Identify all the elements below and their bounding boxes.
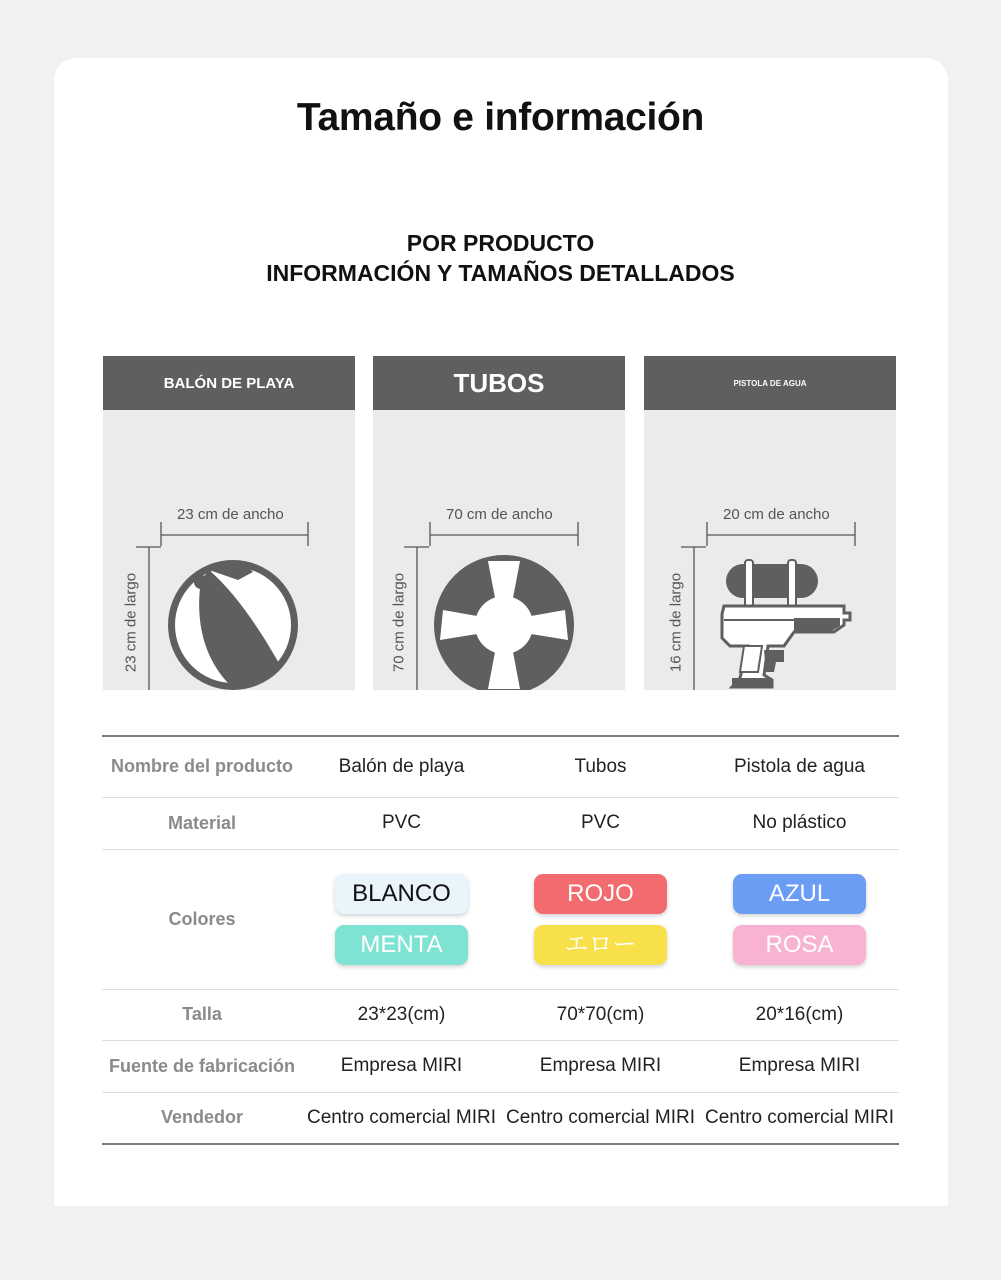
- panel-header: PISTOLA DE AGUA: [644, 356, 896, 410]
- table-cell: Pistola de agua: [700, 736, 899, 797]
- row-label: Nombre del producto: [102, 736, 302, 797]
- table-cell: Empresa MIRI: [700, 1040, 899, 1092]
- table-cell-colors: [302, 849, 501, 989]
- table-cell: Centro comercial MIRI: [302, 1092, 501, 1144]
- beach-ball-icon: [168, 560, 298, 690]
- table-cell: Empresa MIRI: [501, 1040, 700, 1092]
- table-cell: 70*70(cm): [501, 989, 700, 1040]
- table-row-size: [102, 989, 899, 1040]
- color-chip-amarillo: エロー: [534, 925, 667, 965]
- width-label: 20 cm de ancho: [723, 506, 830, 523]
- table-cell: Balón de playa: [302, 736, 501, 797]
- table-cell: No plástico: [700, 797, 899, 849]
- table-cell-colors: [501, 849, 700, 989]
- product-panel-swim-ring: [373, 356, 625, 690]
- table-row-material: [102, 797, 899, 849]
- row-label: Material: [102, 797, 302, 849]
- table-row-manufacturer: [102, 1040, 899, 1092]
- table-cell: PVC: [302, 797, 501, 849]
- width-label: 70 cm de ancho: [446, 506, 553, 523]
- table-row-colors: [102, 849, 899, 989]
- page-title: Tamaño e información: [296, 96, 705, 139]
- panel-header: TUBOS: [373, 356, 625, 410]
- panel-header: BALÓN DE PLAYA: [103, 356, 355, 410]
- subtitle-line-2: INFORMACIÓN Y TAMAÑOS DETALLADOS: [266, 260, 735, 286]
- row-label: Colores: [102, 849, 302, 989]
- product-panel-beach-ball: [103, 356, 355, 690]
- spec-table: [102, 735, 899, 1145]
- panel-body: [373, 410, 625, 690]
- panel-body: [103, 410, 355, 690]
- page-subtitle: [0, 228, 1001, 288]
- height-label: 23 cm de largo: [122, 572, 140, 673]
- swim-ring-icon: [436, 557, 572, 690]
- color-chip-rojo: ROJO: [534, 874, 667, 914]
- table-cell-colors: [700, 849, 899, 989]
- row-label: Vendedor: [102, 1092, 302, 1144]
- table-cell: Tubos: [501, 736, 700, 797]
- water-gun-icon: [722, 560, 850, 687]
- table-row-product-name: [102, 736, 899, 797]
- height-label: 70 cm de largo: [390, 572, 408, 673]
- product-panel-water-gun: [644, 356, 896, 690]
- subtitle-line-1: POR PRODUCTO: [406, 230, 595, 256]
- table-cell: PVC: [501, 797, 700, 849]
- row-label: Talla: [102, 989, 302, 1040]
- color-chip-azul: AZUL: [733, 874, 866, 914]
- table-row-seller: [102, 1092, 899, 1144]
- color-chip-menta: MENTA: [335, 925, 468, 965]
- table-cell: Centro comercial MIRI: [501, 1092, 700, 1144]
- panel-body: [644, 410, 896, 690]
- table-cell: 20*16(cm): [700, 989, 899, 1040]
- height-label: 16 cm de largo: [667, 572, 685, 673]
- table-cell: Empresa MIRI: [302, 1040, 501, 1092]
- row-label: Fuente de fabricación: [102, 1040, 302, 1092]
- color-chip-rosa: ROSA: [733, 925, 866, 965]
- table-cell: 23*23(cm): [302, 989, 501, 1040]
- width-label: 23 cm de ancho: [177, 506, 284, 523]
- color-chip-blanco: BLANCO: [335, 874, 468, 914]
- table-cell: Centro comercial MIRI: [700, 1092, 899, 1144]
